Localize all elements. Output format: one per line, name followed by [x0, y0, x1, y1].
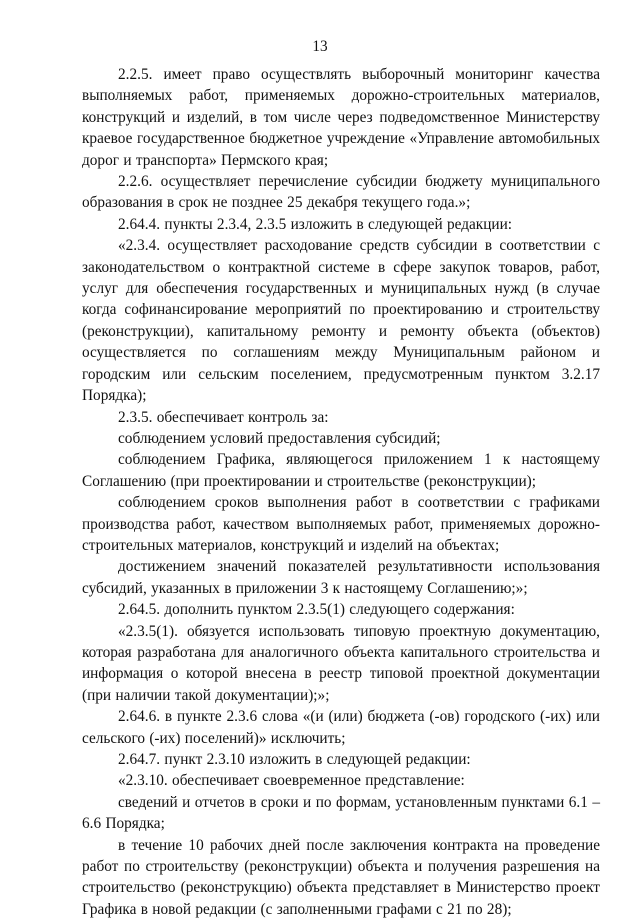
document-body [82, 64, 600, 920]
paragraph-2-64-5: 2.64.5. дополнить пунктом 2.3.5(1) следующего содержания: [118, 601, 515, 619]
page-number: 13 [312, 38, 328, 55]
paragraph-control-deadlines: соблюдением сроков выполнения работ в соответствии с графиками производства работ, качеством выполняемых работ, применяемых дорожно-строительных материалов, конструкций и изделий на объектах; [82, 494, 600, 554]
paragraph-control-conditions: соблюдением условий предоставления субсидий; [118, 429, 441, 447]
paragraph-control-indicators: достижением значений показателей результативности использования субсидий, указанных в приложении 3 к настоящему Соглашению;»; [82, 558, 600, 597]
paragraph-control-schedule: соблюдением Графика, являющегося приложением 1 к настоящему Соглашению (при проектировании и строительстве (реконструкции); [82, 451, 600, 490]
paragraph-2-3-4: «2.3.4. осуществляет расходование средств субсидии в соответствии с законодательством о контрактной системе в сфере закупок товаров, работ, услуг для обеспечения государственных и муниципальных нужд (в случае когда софинансирование мероприятий по проектированию и строительству (реконструкции), капитальному ремонту и ремонту объекта (объектов) осуществляется по соглашениям между Муниципальным районом и городским или сельским поселением, предусмотренным пунктом 3.2.17 Порядка); [82, 237, 600, 405]
paragraph-2-2-5: 2.2.5. имеет право осуществлять выборочный мониторинг качества выполняемых работ, применяемых дорожно-строительных материалов, конструкций и изделий, в том числе через подведомственное Министерству краевое государственное бюджетное учреждение «Управление автомобильных дорог и транспорта» Пермского края; [82, 66, 600, 169]
paragraph-2-3-5: 2.3.5. обеспечивает контроль за: [118, 408, 329, 426]
paragraph-2-64-4: 2.64.4. пункты 2.3.4, 2.3.5 изложить в следующей редакции: [118, 215, 513, 233]
paragraph-ten-days: в течение 10 рабочих дней после заключения контракта на проведение работ по строительству (реконструкции) объекта и получения разрешения на строительство (реконструкцию) объекта представляет в Министерство проект Графика в новой редакции (с заполненными графами с 21 по 28); [82, 836, 600, 918]
paragraph-2-64-7: 2.64.7. пункт 2.3.10 изложить в следующей редакции: [118, 751, 471, 768]
paragraph-2-64-6: 2.64.6. в пункте 2.3.6 слова «(и (или) бюджета (-ов) городского (-их) или сельского (-их) поселений)» исключить; [82, 708, 600, 747]
paragraph-2-2-6: 2.2.6. осуществляет перечисление субсидии бюджету муниципального образования в срок не позднее 25 декабря текущего года.»; [82, 173, 600, 212]
paragraph-2-3-10: «2.3.10. обеспечивает своевременное представление: [118, 772, 465, 790]
paragraph-2-3-5-1: «2.3.5(1). обязуется использовать типовую проектную документацию, которая разработана для аналогичного объекта капитального строительства и информация о которой внесена в реестр типовой проектной документации (при наличии такой документации);»; [82, 622, 600, 704]
paragraph-reports: сведений и отчетов в сроки и по формам, установленным пунктами 6.1 – 6.6 Порядка; [82, 793, 600, 833]
